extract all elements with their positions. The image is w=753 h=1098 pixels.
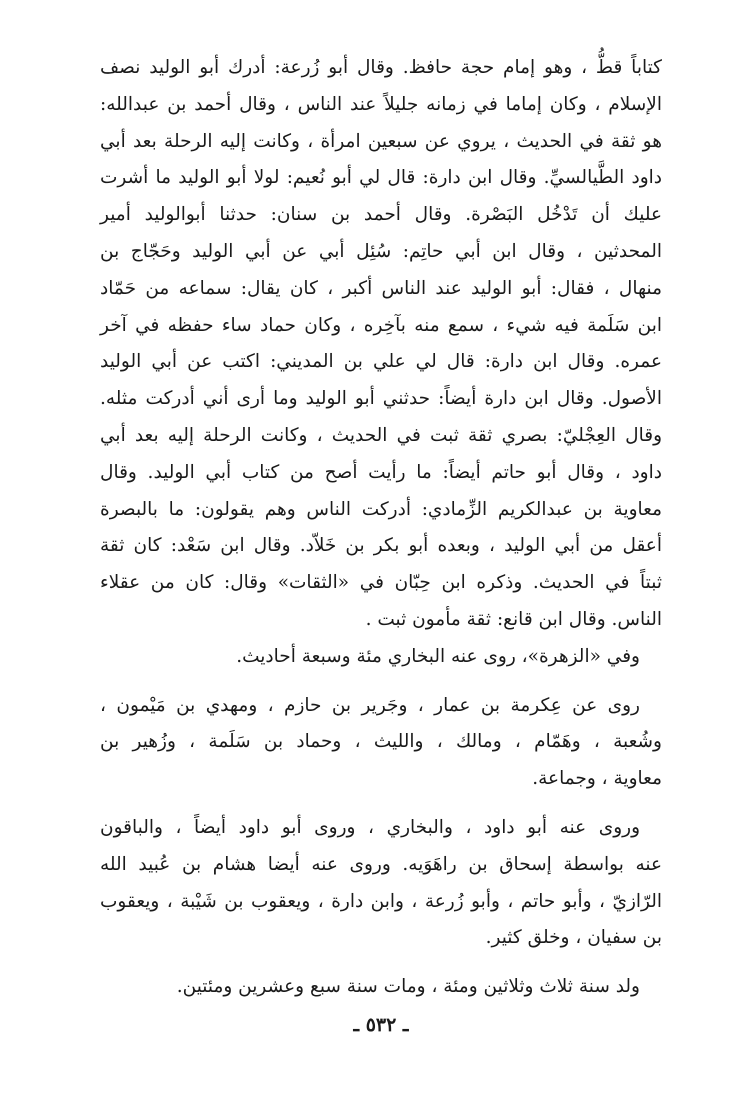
text-line: هو ثقة في الحديث ، يروي عن سبعين امرأة ، وكانت إليه الرحلة بعد أبي	[100, 130, 662, 152]
text-line: وروى عنه أبو داود ، والبخاري ، وروى أبو داود أيضاً ، والباقون	[100, 816, 640, 838]
text-line: ثبتاً في الحديث. وذكره ابن حِبّان في «الثقات» وقال: كان من عقلاء	[100, 572, 662, 594]
text-line: عمره. وقال ابن دارة: قال لي علي بن المديني: اكتب عن أبي الوليد	[100, 351, 662, 373]
text-line: داود الطَّيالسيِّ. وقال ابن دارة: قال لي أبو نُعيم: لولا أبو الوليد ما أشرت	[100, 167, 662, 189]
text-line: روى عن عِكرمة بن عمار ، وجَرير بن حازم ، ومهدي بن مَيْمون ،	[100, 694, 640, 716]
text-line: ابن سَلَمة فيه شيء ، سمع منه بآخِره ، وكان حماد ساء حفظه في آخر	[100, 314, 662, 336]
text-line: ولد سنة ثلاث وثلاثين ومئة ، ومات سنة سبع وعشرين ومئتين.	[176, 976, 640, 998]
text-line: الإسلام ، وكان إماما في زمانه جليلاً عند الناس ، وقال أحمد بن عبدالله:	[100, 93, 662, 115]
text-line: عليك أن تَدْخُل البَصْرة. وقال أحمد بن سنان: حدثنا أبوالوليد أمير	[100, 204, 662, 226]
text-line: كتاباً قطُّ ، وهو إمام حجة حافظ. وقال أبو زُرعة: أدرك أبو الوليد نصف	[100, 57, 662, 78]
narrated-by-paragraph	[100, 810, 662, 957]
text-line: أعقل من أبي الوليد ، وبعده أبو بكر بن خَلاّد. وقال ابن سَعْد: كان ثقة	[100, 535, 662, 557]
text-line: داود ، وقال أبو حاتم أيضاً: ما رأيت أصح من كتاب أبي الوليد. وقال	[100, 461, 662, 483]
page-number: ـ ٥٣٢ ـ	[353, 1014, 409, 1036]
zahra-note-paragraph	[100, 639, 662, 676]
text-line: معاوية ، وجماعة.	[532, 768, 662, 790]
text-line: وشُعبة ، وهَمّام ، ومالك ، والليث ، وحماد بن سَلَمة ، وزُهير بن	[100, 731, 662, 753]
text-line: بن سفيان ، وخلق كثير.	[485, 927, 662, 949]
biography-paragraph	[100, 50, 662, 639]
narrated-from-paragraph	[100, 688, 662, 798]
text-line: المحدثين ، وقال ابن أبي حاتِم: سُئِل أبي عن أبي الوليد وحَجّاج بن	[100, 240, 662, 262]
book-page	[100, 50, 662, 1050]
text-line: وفي «الزهرة»، روى عنه البخاري مئة وسبعة أحاديث.	[236, 645, 640, 667]
text-line: الرّازيّ ، وأبو حاتم ، وأبو زُرعة ، وابن دارة ، ويعقوب بن شَيْبة ، ويعقوب	[100, 890, 662, 912]
text-line: الناس. وقال ابن قانع: ثقة مأمون ثبت .	[365, 608, 662, 630]
birth-death-paragraph	[100, 969, 662, 1006]
text-line: معاوية بن عبدالكريم الزِّمادي: أدركت الناس وهم يقولون: ما بالبصرة	[100, 498, 662, 520]
text-line: الأصول. وقال ابن دارة أيضاً: حدثني أبو الوليد وما أرى أني أدركت مثله.	[100, 388, 662, 410]
text-line: منهال ، فقال: أبو الوليد عند الناس أكبر ، كان يقال: سماعه من حَمّاد	[100, 277, 662, 299]
text-line: وقال العِجْليّ: بصري ثقة ثبت في الحديث ، وكانت الرحلة إليه بعد أبي	[100, 424, 662, 446]
text-line: عنه بواسطة إسحاق بن راهَوَيه. وروى عنه أيضا هشام بن عُبيد الله	[100, 853, 662, 875]
